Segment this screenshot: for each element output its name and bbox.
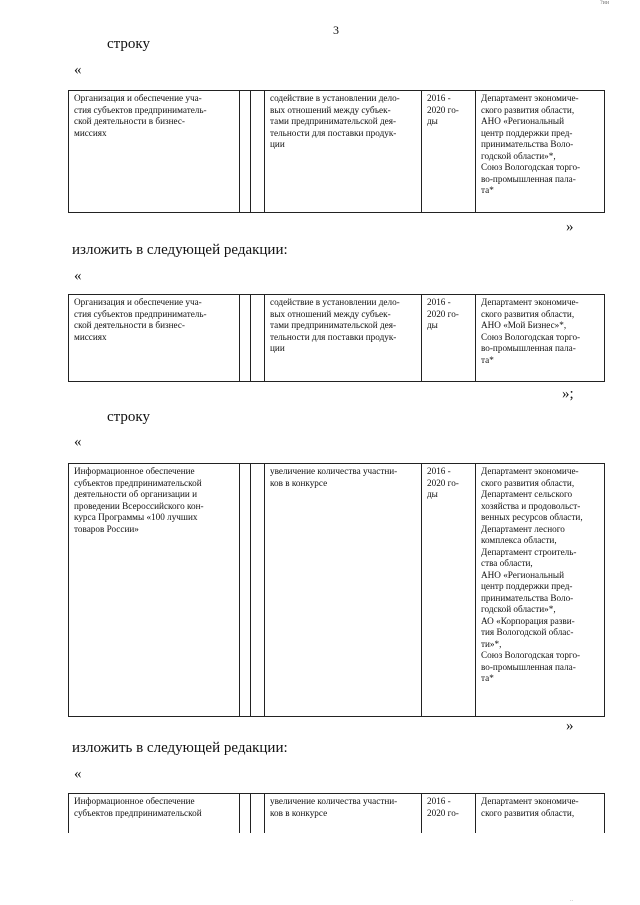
empty-cell [240,794,251,834]
table-row-1 [68,90,605,213]
result-cell: содействие в установлении дело- вых отношений между субъек- тами предпринимательской дея- тельности для поставки продук- ции [265,295,422,382]
heading-redaction-1: изложить в следующей редакции: [72,242,288,258]
table-row-3 [68,463,605,717]
open-quote-4: « [74,766,82,782]
empty-cell [251,464,265,717]
activity-cell: Информационное обеспечение субъектов предпринимательской [69,794,240,834]
executors-cell: Департамент экономиче- ского развития области, Департамент сельского хозяйства и продовольст- венных ресурсов области, Департамент лесного комплекса области, Департамент строитель- ства области, АНО «Региональный центр поддержки пред- принимательства Воло- годской области»*, АО «Корпорация разви- тия Вологодской облас- ти»*, Союз Вологодская торго- во-промышленная пала- та* [476,464,605,717]
result-cell: содействие в установлении дело- вых отношений между субъек- тами предпринимательской дея- тельности для поставки продук- ции [265,91,422,213]
close-quote-1: » [566,219,574,235]
activity-cell: Организация и обеспечение уча- стия субъектов предприниматель- ской деятельности в бизнес- миссиях [69,295,240,382]
empty-cell [251,91,265,213]
empty-cell [240,295,251,382]
heading-redaction-2: изложить в следующей редакции: [72,740,288,756]
empty-cell [240,91,251,213]
heading-stroku-2: строку [107,409,150,425]
empty-cell [251,295,265,382]
empty-cell [251,794,265,834]
executors-cell: Департамент экономиче- ского развития области, [476,794,605,834]
executors-cell: Департамент экономиче- ского развития области, АНО «Мой Бизнес»*, Союз Вологодская торго- во-промышленная пала- та* [476,295,605,382]
activity-cell: Информационное обеспечение субъектов предпринимательской деятельности об организации и проведении Всероссийского кон- курса Программы «100 лучших товаров России» [69,464,240,717]
executors-cell: Департамент экономиче- ского развития области, АНО «Региональный центр поддержки пред- принимательства Воло- годской области»*, Союз Вологодская торго- во-промышленная пала- та* [476,91,605,213]
result-cell: увеличение количества участни- ков в конкурсе [265,464,422,717]
activity-cell: Организация и обеспечение уча- стия субъектов предприниматель- ской деятельности в бизнес- миссиях [69,91,240,213]
close-quote-3: » [566,718,574,734]
period-cell: 2016 - 2020 го- [422,794,476,834]
scan-mark: .. [570,897,573,903]
open-quote-2: « [74,268,82,284]
period-cell: 2016 - 2020 го- ды [422,464,476,717]
period-cell: 2016 - 2020 го- ды [422,91,476,213]
result-cell: увеличение количества участни- ков в конкурсе [265,794,422,834]
table-row-2 [68,294,605,382]
corner-mark: ?ии [600,0,610,6]
open-quote-3: « [74,434,82,450]
page-number: 3 [333,23,339,37]
open-quote-1: « [74,62,82,78]
close-quote-2: »; [562,386,574,402]
heading-stroku-1: строку [107,36,150,52]
period-cell: 2016 - 2020 го- ды [422,295,476,382]
empty-cell [240,464,251,717]
table-row-4 [68,793,605,833]
